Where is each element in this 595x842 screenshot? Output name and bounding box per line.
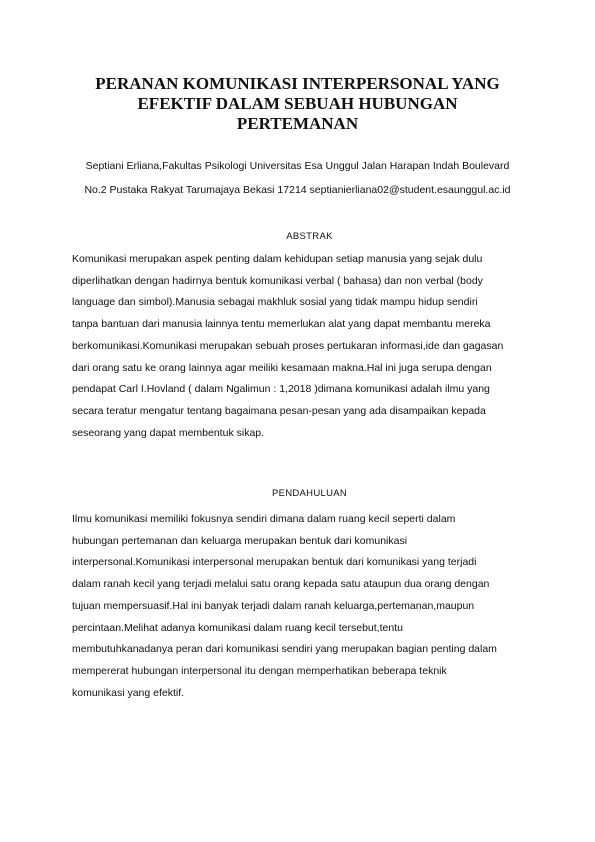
title-line: PERTEMANAN	[236, 114, 359, 133]
abstract-line: Komunikasi merupakan aspek penting dalam kehidupan setiap manusia yang sejak dulu	[72, 253, 483, 265]
introduction-line: Ilmu komunikasi memiliki fokusnya sendiri dimana dalam ruang kecil seperti dalam	[72, 513, 456, 525]
introduction-line: mempererat hubungan interpersonal itu dengan memperhatikan beberapa teknik	[72, 664, 447, 677]
introduction-line: tujuan mempersuasif.Hal ini banyak terjadi dalam ranah keluarga,pertemanan,maupun	[72, 599, 475, 612]
introduction-line: percintaan.Melihat adanya komunikasi dalam ruang kecil tersebut,tentu	[72, 621, 403, 634]
paper-title	[60, 74, 535, 134]
introduction-body	[72, 509, 534, 704]
title-line: PERANAN KOMUNIKASI INTERPERSONAL YANG	[95, 74, 500, 93]
abstract-line: tanpa bantuan dari manusia lainnya tentu memerlukan alat yang dapat membantu mereka	[72, 318, 491, 331]
abstract-line: seseorang yang dapat membentuk sikap.	[72, 426, 265, 439]
abstract-line: berkomunikasi.Komunikasi merupakan sebuah proses pertukaran informasi,ide dan gagasan	[72, 339, 504, 352]
abstract-heading: ABSTRAK	[286, 231, 333, 242]
introduction-heading: PENDAHULUAN	[271, 488, 348, 499]
introduction-line: membutuhkanadanya peran dari komunikasi sendiri yang merupakan bagian penting dalam	[72, 643, 497, 656]
introduction-line: dalam ranah kecil yang terjadi melalui satu orang kepada satu ataupun dua orang dengan	[72, 578, 490, 591]
title-line: EFEKTIF DALAM SEBUAH HUBUNGAN	[137, 94, 458, 113]
abstract-body	[72, 249, 534, 444]
abstract-line: language dan simbol).Manusia sebagai makhluk sosial yang tidak mampu hidup sendiri	[72, 296, 478, 309]
abstract-line: pendapat Carl I.Hovland ( dalam Ngalimun : 1,2018 )dimana komunikasi adalah ilmu yang	[72, 383, 490, 396]
abstract-line: dari orang satu ke orang lainnya agar meiliki kesamaan makna.Hal ini juga serupa dengan	[72, 361, 492, 374]
author-line: Septiani Erliana,Fakultas Psikologi Universitas Esa Unggul Jalan Harapan Indah Boulevard	[85, 160, 510, 172]
introduction-line: komunikasi yang efektif.	[72, 686, 185, 699]
abstract-line: diperlihatkan dengan hadirnya bentuk komunikasi verbal ( bahasa) dan non verbal (body	[72, 274, 483, 287]
author-line: No.2 Pustaka Rakyat Tarumajaya Bekasi 17214 septianierliana02@student.esaunggul.ac.id	[84, 184, 511, 196]
author-affiliation	[60, 154, 535, 202]
abstract-line: secara teratur mengatur tentang bagaimana pesan-pesan yang ada disampaikan kepada	[72, 404, 486, 417]
introduction-line: interpersonal.Komunikasi interpersonal merupakan bentuk dari komunikasi yang terjadi	[72, 556, 477, 569]
introduction-line: hubungan pertemanan dan keluarga merupakan bentuk dari komunikasi	[72, 534, 408, 547]
